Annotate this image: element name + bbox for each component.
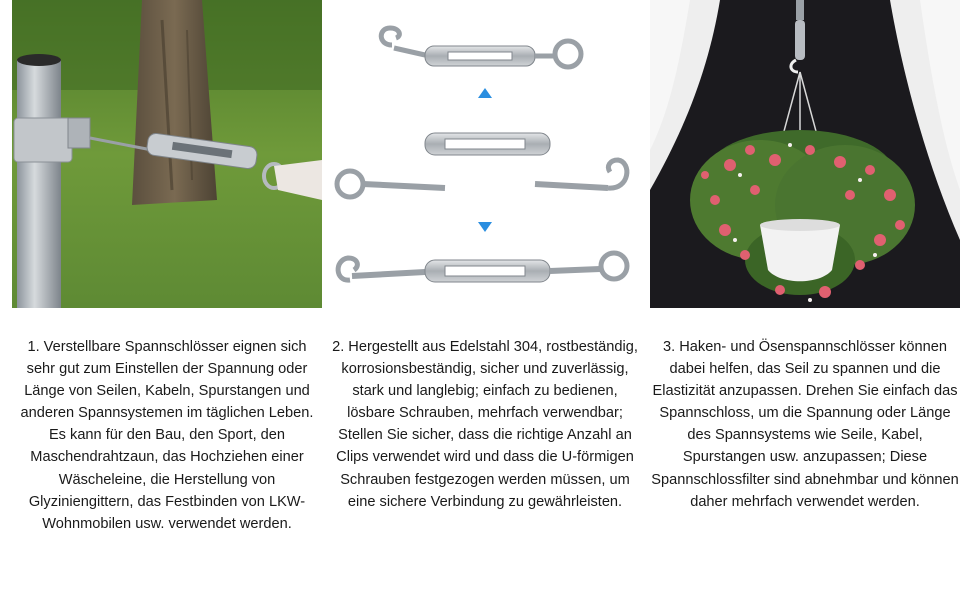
eye-bolt — [337, 171, 445, 197]
panel-flower-basket — [650, 0, 960, 510]
panel-3-caption: 3. Haken- und Ösenspannschlösser können dabei helfen, das Seil zu spannen und die Elastizität anzupassen. Drehen Sie einfach das Spannschloss, um die Spannung oder Länge des Spannsystems wie Seile, Kabel, Spurstangen usw. anzupassen; Diese Spannschlossfilter sind abnehmbar und können daher mehrfach verwendet werden. — [651, 339, 959, 510]
arrow-up-icon — [478, 88, 492, 98]
arrow-down-icon — [478, 222, 492, 232]
panel-2-caption: 2. Hergestellt aus Edelstahl 304, rostbeständig, korrosionsbeständig, sicher und zuverlässig, stark und langlebig; einfach zu bedienen, lösbare Schrauben, mehrfach verwendbar; Stellen Sie sicher, dass die richtige Anzahl an Clips verwendet wird und dass die U-förmigen Schrauben festgezogen werden müssen, um eine sichere Verbindung zu gewährleisten. — [332, 339, 638, 510]
panel-fence-post — [12, 0, 322, 532]
fence-post-photo — [12, 0, 322, 308]
assembly-diagram — [330, 0, 640, 308]
turnbuckle-diagram — [330, 0, 640, 308]
fence-post-illustration — [12, 0, 322, 308]
hook-bolt — [535, 160, 627, 188]
flower-basket-photo — [650, 0, 960, 308]
turnbuckle-top — [381, 28, 581, 67]
turnbuckle-bottom — [338, 253, 627, 282]
flower-basket-illustration — [650, 0, 960, 308]
panel-1-caption: 1. Verstellbare Spannschlösser eignen sich sehr gut zum Einstellen der Spannung oder Länge von Seilen, Kabeln, Spurstangen und anderen Spannsystemen im täglichen Leben. Es kann für den Bau, den Sport, den Maschendrahtzaun, das Hochziehen einer Wäscheleine, die Herstellung von Glyziniengittern, das Festbinden von LKW-Wohnmobilen usw. verwendet werden. — [20, 339, 314, 532]
turnbuckle-body — [425, 133, 550, 155]
panel-assembly — [330, 0, 640, 510]
